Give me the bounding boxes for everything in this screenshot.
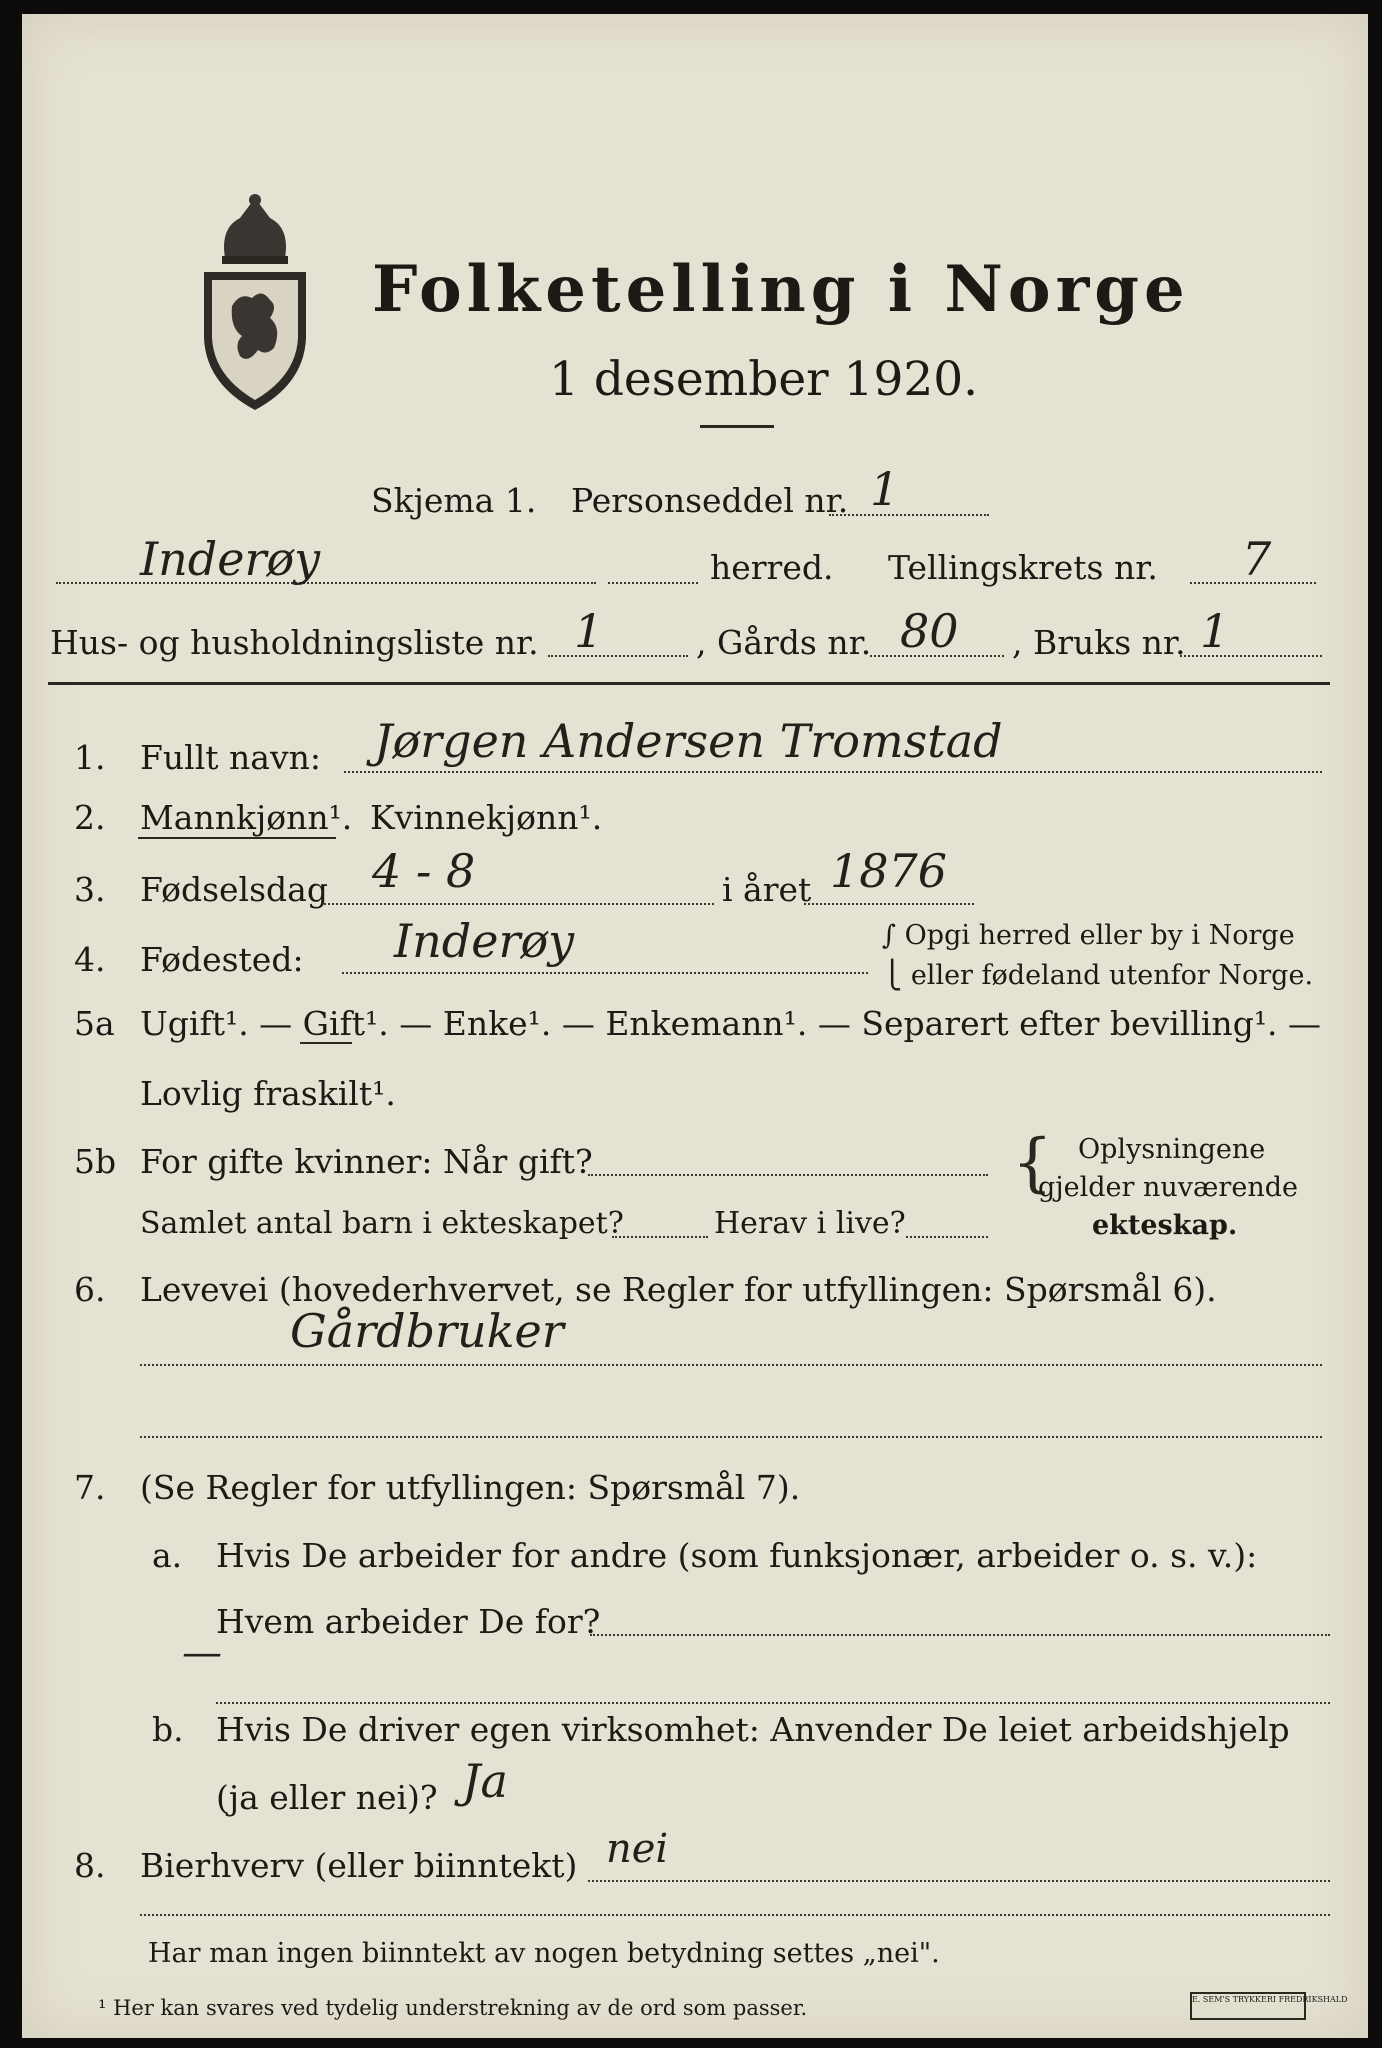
birth-date-value[interactable]: 4 - 8: [372, 844, 476, 898]
birthplace-note-line2: ⎩ eller fødeland utenfor Norge.: [882, 960, 1314, 991]
herred-value[interactable]: Inderøy: [140, 532, 321, 586]
q7b-letter: b.: [152, 1710, 184, 1749]
q5a-number: 5a: [74, 1004, 115, 1043]
birthplace-value[interactable]: Inderøy: [394, 914, 575, 968]
census-form-sheet: Folketelling i Norge 1 desember 1920. Skjema 1. Personseddel nr. 1 Inderøy herred. Tellingskrets nr. 7 Hus- og husholdningsliste nr. 1 , Gårds nr. 80 , Bruks nr. 1 1. Fullt navn: Jørgen Andersen Tromstad 2. Mannkjønn¹. Kvinnekjønn¹. 3. Fødselsdag 4 - 8 i året 1876 4. Fødested: Inderøy ∫ Opgi herred eller by i Norge ⎩ eller fødeland utenfor Norge. 5a Ugift¹. — Gift¹. — Enke¹. — Enkemann¹. — Separert efter bevilling¹. — Lovlig fraskilt¹. 5b For gifte kvinner: Når gift? Samlet antal barn i ekteskapet? Herav i live? { Oplysningene gjelder nuværende ekteskap. 6. Levevei (hovederhvervet, se Regler for utfyllingen: Spørsmål 6). Gårdbruker 7. (Se Regler for utfyllingen: Spørsmål 7). a. Hvis De arbeider for andre (som funksjonær, arbeider o. s. v.): Hvem arbeider De for? — b. Hvis De driver egen virksomhet: Anvender De leiet arbeidshjelp (ja eller nei)? Ja 8. Bierhverv (eller biinntekt) nei Har man ingen biinntekt av nogen betydning settes „nei". ¹ Her kan svares ved tydelig understrekning av de ord som passer. E. SEM'S TRYKKERI FREDRIKSHALD: [22, 14, 1368, 2038]
q5b-label3: Herav i live?: [714, 1206, 906, 1241]
q7a-question: Hvem arbeider De for?: [216, 1602, 601, 1641]
q7b-value[interactable]: Ja: [462, 1754, 508, 1808]
printer-mark: E. SEM'S TRYKKERI FREDRIKSHALD: [1190, 1992, 1306, 2020]
q4-number: 4.: [74, 940, 106, 979]
q2-number: 2.: [74, 798, 106, 837]
tellingskrets-value[interactable]: 7: [1242, 532, 1272, 586]
q5b-note-line2: gjelder nuværende: [1038, 1172, 1298, 1203]
personseddel-label: Personseddel nr.: [571, 481, 849, 520]
bruks-label: , Bruks nr.: [1012, 623, 1186, 662]
q8-number: 8.: [74, 1846, 106, 1885]
marital-status-line2: Lovlig fraskilt¹.: [140, 1074, 396, 1113]
footnote: ¹ Her kan svares ved tydelig understrekning av de ord som passer.: [98, 1996, 808, 2020]
footer-note: Har man ingen biinntekt av nogen betydning settes „nei".: [148, 1938, 940, 1969]
form-date: 1 desember 1920.: [549, 352, 979, 407]
husholdningsliste-value[interactable]: 1: [574, 604, 604, 658]
q1-label: Fullt navn:: [140, 738, 321, 777]
q6-label: Levevei (hovederhvervet, se Regler for utfyllingen: Spørsmål 6).: [140, 1270, 1217, 1309]
bruks-value[interactable]: 1: [1200, 604, 1230, 658]
full-name-value[interactable]: Jørgen Andersen Tromstad: [374, 714, 1003, 768]
q5b-label2: Samlet antal barn i ekteskapet?: [140, 1206, 624, 1241]
q5b-number: 5b: [74, 1142, 117, 1181]
q8-label: Bierhverv (eller biinntekt): [140, 1846, 578, 1885]
q7-label: (Se Regler for utfyllingen: Spørsmål 7).: [140, 1468, 801, 1507]
q6-number: 6.: [74, 1270, 106, 1309]
personseddel-value[interactable]: 1: [870, 462, 900, 516]
occupation-value[interactable]: Gårdbruker: [290, 1304, 564, 1358]
form-title: Folketelling i Norge: [372, 252, 1190, 327]
q3-number: 3.: [74, 870, 106, 909]
birth-year-value[interactable]: 1876: [830, 844, 948, 898]
coat-of-arms-icon: [200, 188, 310, 414]
gards-label: , Gårds nr.: [696, 623, 872, 662]
q5b-note-line1: Oplysningene: [1078, 1134, 1266, 1165]
q8-value[interactable]: nei: [606, 1826, 669, 1872]
q1-number: 1.: [74, 738, 106, 777]
q3-label: Fødselsdag: [140, 870, 328, 909]
marital-status-line1: Ugift¹. — Gift¹. — Enke¹. — Enkemann¹. — Separert efter bevilling¹. —: [140, 1004, 1322, 1043]
q7b-label: Hvis De driver egen virksomhet: Anvender De leiet arbeidshjelp: [216, 1710, 1290, 1749]
q4-label: Fødested:: [140, 940, 304, 979]
q5b-note-line3: ekteskap.: [1092, 1210, 1238, 1241]
gender-male-option[interactable]: Mannkjønn¹.: [140, 798, 353, 837]
tellingskrets-label: Tellingskrets nr.: [888, 548, 1158, 587]
q7b-question: (ja eller nei)?: [216, 1778, 438, 1817]
q7-number: 7.: [74, 1468, 106, 1507]
husholdningsliste-label: Hus- og husholdningsliste nr.: [50, 623, 539, 662]
q7a-dash-mark[interactable]: —: [182, 1630, 222, 1676]
gards-value[interactable]: 80: [900, 604, 959, 658]
q5b-label1: For gifte kvinner: Når gift?: [140, 1142, 593, 1181]
q7a-letter: a.: [152, 1536, 183, 1575]
schema-label: Skjema 1.: [371, 481, 537, 520]
gender-female-option[interactable]: Kvinnekjønn¹.: [370, 798, 603, 837]
birth-year-label: i året: [722, 870, 812, 909]
herred-label: herred.: [710, 548, 834, 587]
birthplace-note-line1: ∫ Opgi herred eller by i Norge: [882, 920, 1295, 951]
q7a-label: Hvis De arbeider for andre (som funksjonær, arbeider o. s. v.):: [216, 1536, 1258, 1575]
